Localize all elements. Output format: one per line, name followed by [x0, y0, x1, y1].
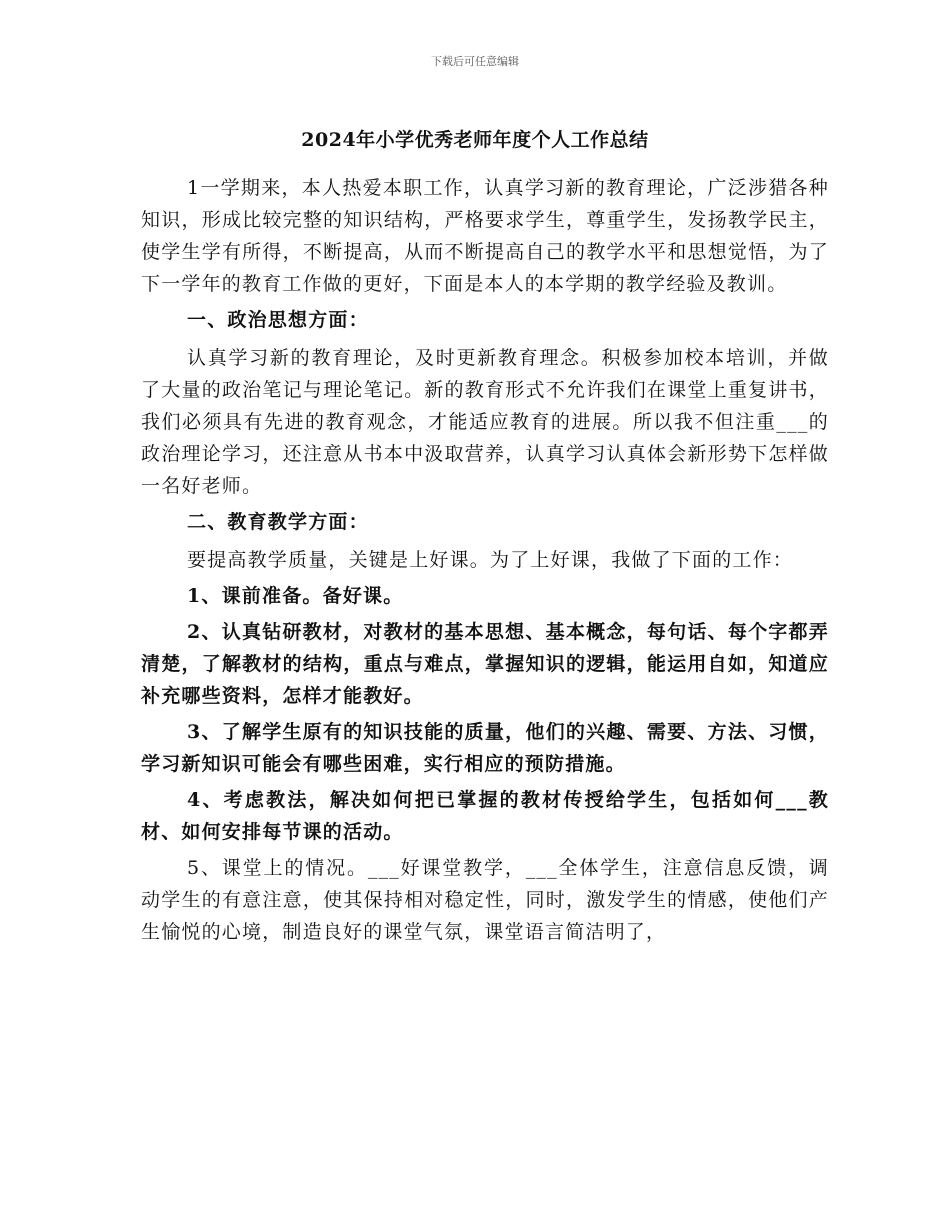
- list-item-2: 2、认真钻研教材，对教材的基本思想、基本概念，每句话、每个字都弄清楚，了解教材的结构，重点与难点，掌握知识的逻辑，能运用自如，知道应补充哪些资料，怎样才能教好。: [141, 621, 829, 707]
- list-item-5: 5、课堂上的情况。___好课堂教学，___全体学生，注意信息反馈，调动学生的有意注意，使其保持相对稳定性，同时，激发学生的情感，使他们产生愉悦的心境，制造良好的课堂气氛，课堂语言简洁明了，: [141, 857, 829, 943]
- page-header: 下载后可任意编辑: [431, 55, 519, 68]
- list-item-3: 3、了解学生原有的知识技能的质量，他们的兴趣、需要、方法、习惯，学习新知识可能会有哪些困难，实行相应的预防措施。: [141, 721, 829, 775]
- section-heading-teaching: 二、教育教学方面：: [187, 511, 369, 533]
- document-title: 2024年小学优秀老师年度个人工作总结: [301, 129, 649, 151]
- list-item-4: 4、考虑教法，解决如何把已掌握的教材传授给学生，包括如何___教材、如何安排每节课的活动。: [141, 789, 829, 843]
- paragraph-teaching-intro: 要提高教学质量，关键是上好课。为了上好课，我做了下面的工作：: [187, 549, 794, 571]
- list-item-1: 1、课前准备。备好课。: [187, 585, 404, 607]
- document-body: [141, 172, 829, 952]
- paragraph-politics: 认真学习新的教育理论，及时更新教育理念。积极参加校本培训，并做了大量的政治笔记与理论笔记。新的教育形式不允许我们在课堂上重复讲书，我们必须具有先进的教育观念，才能适应教育的进展。所以我不但注重___的政治理论学习，还注意从书本中汲取营养，认真学习认真体会新形势下怎样做一名好老师。: [141, 347, 829, 497]
- section-heading-politics: 一、政治思想方面：: [187, 309, 369, 331]
- paragraph-intro: 1一学期来，本人热爱本职工作，认真学习新的教育理论，广泛涉猎各种知识，形成比较完整的知识结构，严格要求学生，尊重学生，发扬教学民主，使学生学有所得，不断提高，从而不断提高自己的教学水平和思想觉悟，为了下一学年的教育工作做的更好，下面是本人的本学期的教学经验及教训。: [141, 177, 829, 295]
